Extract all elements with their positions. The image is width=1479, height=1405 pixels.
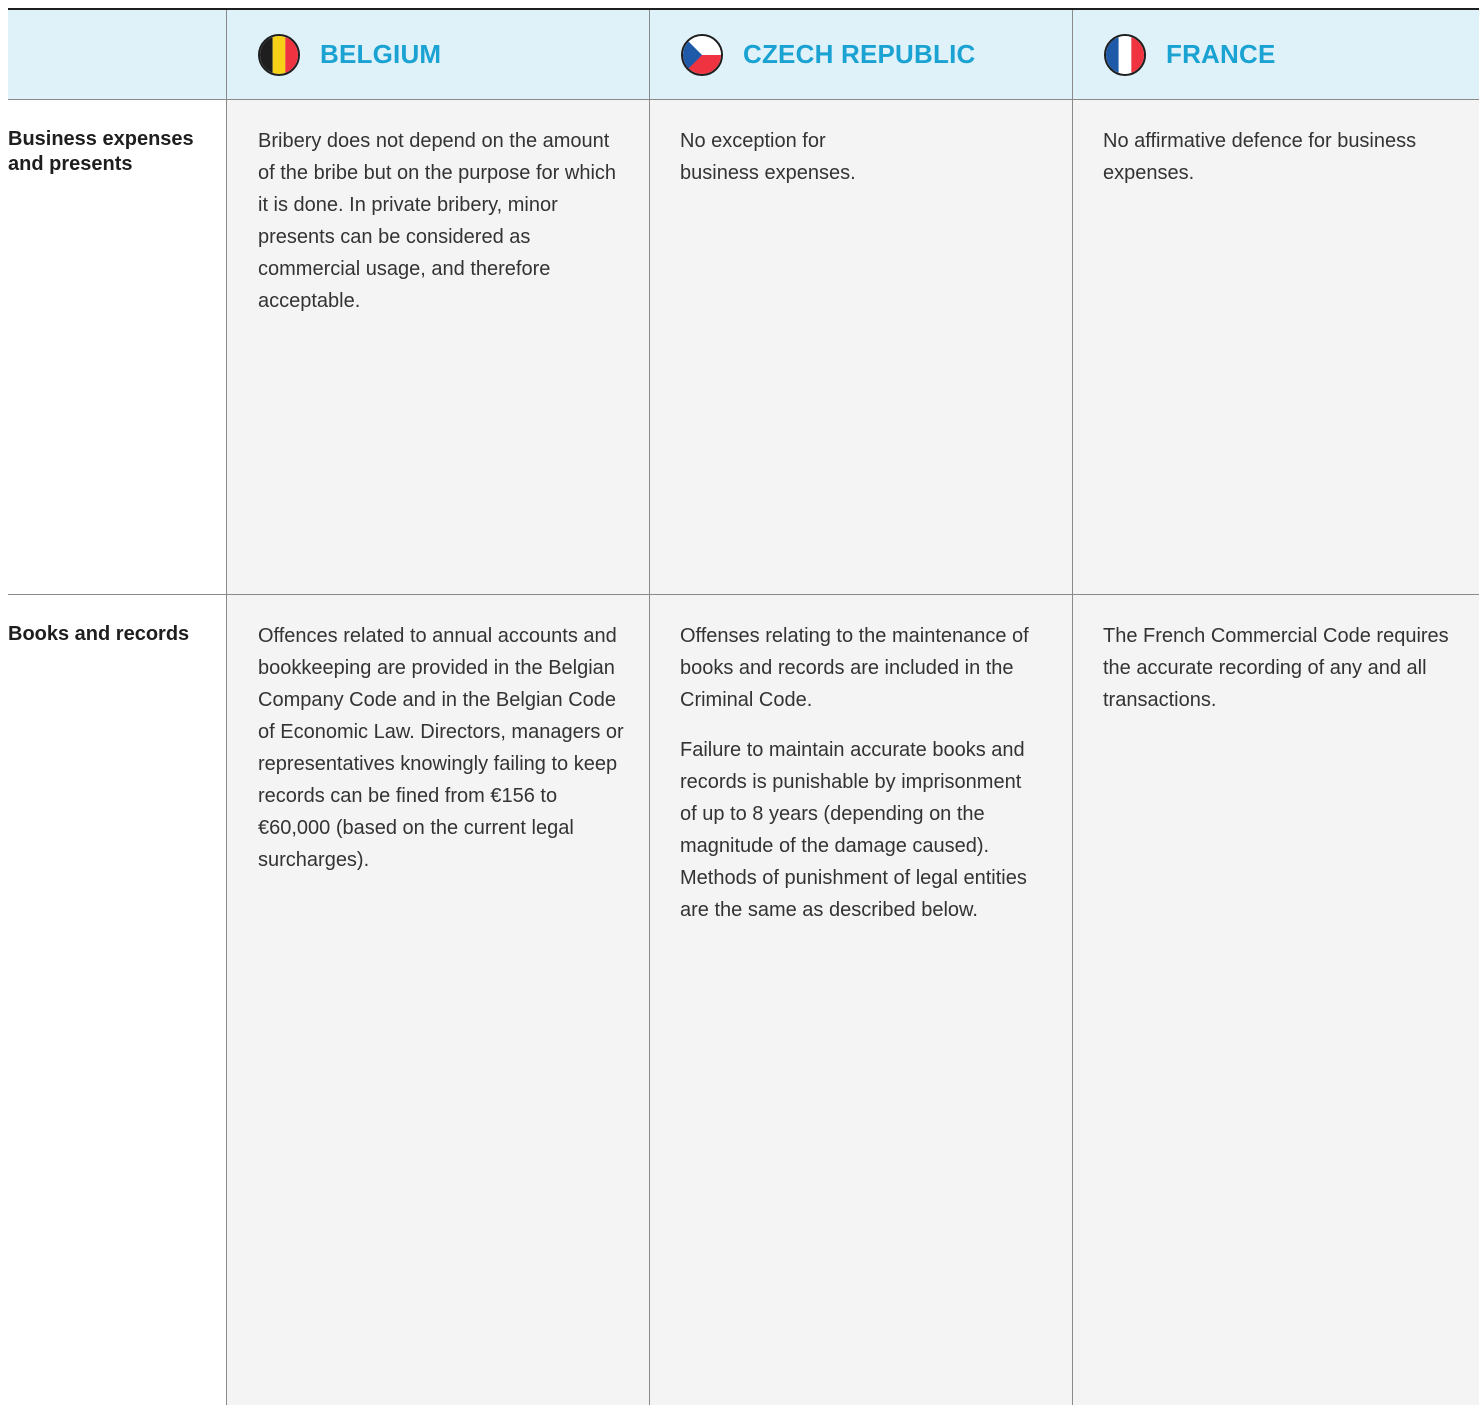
column-divider bbox=[649, 10, 650, 1405]
cell-czech-republic bbox=[680, 125, 900, 207]
cell-paragraph: Failure to maintain accurate books and records is punishable by imprisonment of up to 8 years (depending on the magnitude of the damage caused). Methods of punishment of legal entities are the same as described below. bbox=[680, 739, 1027, 921]
column-divider bbox=[226, 10, 227, 1405]
cell-france bbox=[1103, 125, 1473, 207]
country-name-belgium: BELGIUM bbox=[320, 39, 442, 69]
column-divider bbox=[1072, 10, 1073, 1405]
table-row-books-and-records bbox=[8, 595, 1479, 1405]
header-france bbox=[1104, 10, 1276, 99]
cell-paragraph: Offenses relating to the maintenance of books and records are included in the Criminal Code. bbox=[680, 625, 1029, 711]
header-empty-cell bbox=[8, 10, 226, 99]
belgium-flag-icon bbox=[258, 34, 300, 76]
cell-czech-republic bbox=[680, 620, 1040, 944]
table-header-row bbox=[8, 10, 1479, 100]
country-name-czech-republic: CZECH REPUBLIC bbox=[743, 39, 976, 69]
cell-paragraph: Bribery does not depend on the amount of the bribe but on the purpose for which it is done. In private bribery, minor presents can be considered as commercial usage, and therefore acceptable. bbox=[258, 130, 617, 312]
table-row-business-expenses bbox=[8, 100, 1479, 594]
cell-belgium bbox=[258, 620, 628, 894]
cell-paragraph: The French Commercial Code requires the accurate recording of any and all transactions. bbox=[1103, 625, 1449, 711]
cell-france bbox=[1103, 620, 1453, 734]
row-label: Books and records bbox=[8, 623, 190, 645]
cell-paragraph: Offences related to annual accounts and bookkeeping are provided in the Belgian Company Code and in the Belgian Code of Economic Law. Directors, managers or representatives knowingly failing to keep records can be fined from €156 to €60,000 (based on the current legal surcharges). bbox=[258, 625, 624, 871]
header-belgium bbox=[258, 10, 441, 99]
header-czech-republic bbox=[681, 10, 975, 99]
country-name-france: FRANCE bbox=[1166, 39, 1276, 69]
czech-flag-icon bbox=[681, 34, 723, 76]
cell-belgium bbox=[258, 125, 628, 335]
france-flag-icon bbox=[1104, 34, 1146, 76]
row-label: Business expenses and presents bbox=[8, 128, 194, 175]
cell-paragraph: No affirmative defence for business expenses. bbox=[1103, 130, 1417, 184]
cell-paragraph: No exception for business expenses. bbox=[680, 130, 856, 184]
